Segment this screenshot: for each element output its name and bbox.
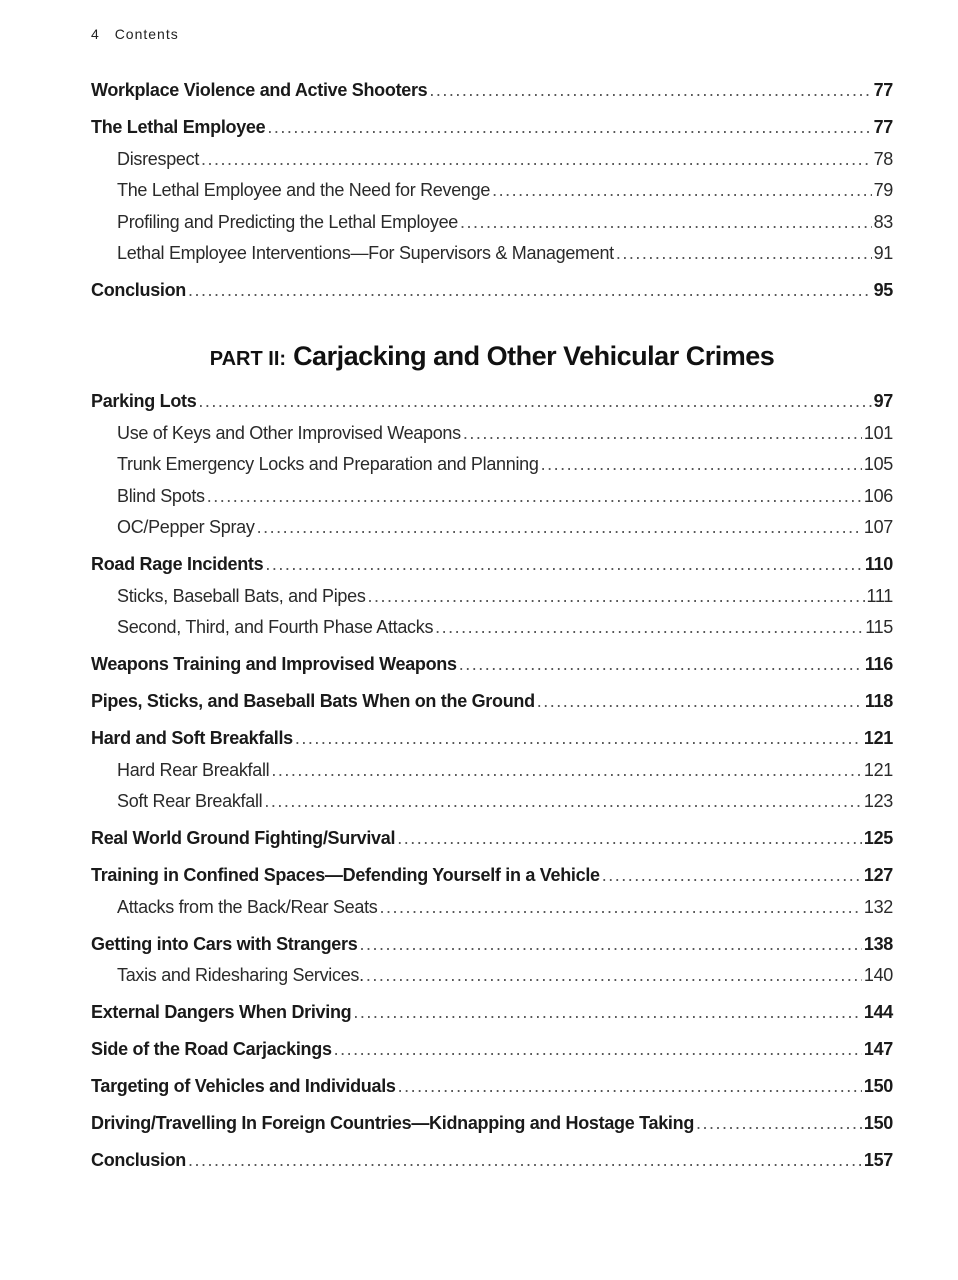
toc-sub-entry: [91, 449, 893, 481]
dot-leader: [264, 786, 861, 818]
toc-entry-page: 118: [864, 691, 893, 711]
toc-entry-title: Training in Confined Spaces—Defending Yourself in a Vehicle: [91, 865, 600, 885]
toc-entry-title: Disrespect: [117, 148, 200, 169]
toc-entry-title: Use of Keys and Other Improvised Weapons: [117, 422, 461, 443]
toc-entry-title: Conclusion: [91, 1150, 186, 1170]
toc-entry-page: 121: [863, 759, 893, 780]
toc-entry-page: 95: [873, 280, 893, 300]
toc-list-part2: [91, 386, 893, 1177]
toc-entry-page: 106: [863, 485, 893, 506]
toc-entry-title: Second, Third, and Fourth Phase Attacks: [117, 617, 434, 637]
toc-entry-page: 150: [863, 1076, 893, 1096]
toc-main-entry: [91, 386, 893, 418]
toc-sub-entry: [91, 207, 893, 239]
part-label: PART II:: [209, 348, 287, 370]
toc-entry-page: 125: [863, 828, 893, 848]
toc-entry-page: 127: [863, 865, 893, 885]
toc-sub-entry: [91, 892, 893, 924]
dot-leader: [366, 960, 862, 992]
toc-entry-page: 157: [863, 1150, 893, 1170]
toc-main-entry: [91, 649, 893, 681]
dot-leader: [359, 929, 861, 961]
dot-leader: [397, 823, 862, 855]
toc-main-entry: [91, 686, 893, 718]
toc-entry-title: Trunk Emergency Locks and Preparation and Planning: [117, 454, 539, 474]
toc-entry-page: 121: [863, 728, 893, 748]
toc-entry-title: Parking Lots: [91, 391, 197, 411]
toc-entry-title: Lethal Employee Interventions—For Supervisors & Management: [117, 243, 614, 263]
toc-entry-page: 150: [863, 1113, 893, 1133]
dot-leader: [201, 144, 872, 176]
toc-entry-page: 105: [863, 454, 893, 474]
toc-main-entry: [91, 275, 893, 307]
toc-entry-page: 101: [863, 422, 893, 443]
dot-leader: [460, 207, 872, 239]
toc-entry-page: 79: [873, 180, 893, 200]
toc-entry-page: 91: [873, 243, 893, 263]
toc-entry-page: 97: [873, 391, 893, 411]
toc-entry-page: 83: [873, 211, 893, 232]
dot-leader: [334, 1034, 862, 1066]
toc-entry-page: 78: [873, 148, 893, 169]
toc-main-entry: [91, 1071, 893, 1103]
toc-sub-entry: [91, 512, 893, 544]
page-number: 4: [91, 26, 100, 42]
toc-main-entry: [91, 112, 893, 144]
dot-leader: [492, 175, 872, 207]
toc-entry-page: 140: [863, 965, 893, 985]
dot-leader: [198, 386, 871, 418]
toc-entry-title: Driving/Travelling In Foreign Countries—Kidnapping and Hostage Taking: [91, 1113, 695, 1133]
toc-entry-title: Attacks from the Back/Rear Seats: [117, 896, 378, 917]
toc-sub-entry: [91, 418, 893, 450]
toc-entry-title: Hard and Soft Breakfalls: [91, 728, 293, 748]
toc-main-entry: [91, 929, 893, 961]
toc-entry-page: 132: [863, 896, 893, 917]
toc-main-entry: [91, 1108, 893, 1140]
dot-leader: [616, 238, 872, 270]
toc-entry-title: Road Rage Incidents: [91, 554, 264, 574]
toc-main-entry: [91, 549, 893, 581]
toc-entry-page: 107: [863, 517, 893, 537]
toc-entry-title: Hard Rear Breakfall: [117, 759, 270, 780]
toc-main-entry: [91, 75, 893, 107]
toc-entry-page: 77: [873, 80, 893, 100]
toc-main-entry: [91, 860, 893, 892]
toc-entry-title: Workplace Violence and Active Shooters: [91, 80, 428, 100]
toc-sub-entry: [91, 144, 893, 176]
dot-leader: [398, 1071, 862, 1103]
dot-leader: [459, 649, 863, 681]
dot-leader: [188, 275, 872, 307]
toc-entry-page: 115: [865, 617, 893, 637]
toc-main-entry: [91, 823, 893, 855]
running-head: [91, 26, 179, 42]
toc-sub-entry: [91, 481, 893, 513]
toc-entry-title: Targeting of Vehicles and Individuals: [91, 1076, 396, 1096]
dot-leader: [435, 612, 863, 644]
toc-entry-title: Weapons Training and Improvised Weapons: [91, 654, 457, 674]
toc-main-entry: [91, 723, 893, 755]
toc-list-top: [91, 75, 893, 307]
toc-entry-page: 111: [866, 585, 893, 606]
toc-entry-page: 116: [864, 654, 893, 674]
dot-leader: [353, 997, 861, 1029]
dot-leader: [541, 449, 862, 481]
toc-entry-title: The Lethal Employee and the Need for Revenge: [117, 180, 491, 200]
toc-entry-page: 77: [873, 117, 893, 137]
toc-entry-title: Sticks, Baseball Bats, and Pipes: [117, 585, 366, 606]
toc-entry-title: Soft Rear Breakfall: [117, 791, 263, 811]
toc-sub-entry: [91, 786, 893, 818]
toc-main-entry: [91, 1145, 893, 1177]
dot-leader: [271, 755, 861, 787]
toc-sub-entry: [91, 581, 893, 613]
toc-entry-title: Conclusion: [91, 280, 186, 300]
dot-leader: [257, 512, 862, 544]
toc-entry-title: Getting into Cars with Strangers: [91, 933, 358, 954]
toc-entry-page: 110: [864, 554, 893, 574]
toc-main-entry: [91, 997, 893, 1029]
toc-sub-entry: [91, 755, 893, 787]
toc-entry-title: Blind Spots: [117, 485, 205, 506]
toc-entry-title: External Dangers When Driving: [91, 1002, 352, 1022]
toc-entry-title: The Lethal Employee: [91, 117, 266, 137]
toc-entry-page: 144: [863, 1002, 893, 1022]
dot-leader: [188, 1145, 862, 1177]
toc-entry-title: Real World Ground Fighting/Survival: [91, 828, 396, 848]
toc-entry-title: Side of the Road Carjackings: [91, 1039, 332, 1059]
dot-leader: [429, 75, 871, 107]
toc-main-entry: [91, 1034, 893, 1066]
dot-leader: [267, 112, 871, 144]
section-label: Contents: [114, 26, 179, 42]
dot-leader: [602, 860, 862, 892]
toc-sub-entry: [91, 238, 893, 270]
dot-leader: [537, 686, 863, 718]
dot-leader: [207, 481, 862, 513]
toc-sub-entry: [91, 175, 893, 207]
dot-leader: [368, 581, 865, 613]
dot-leader: [295, 723, 862, 755]
part-heading: [91, 336, 893, 379]
toc-entry-page: 123: [863, 791, 893, 811]
toc-sub-entry: [91, 960, 893, 992]
toc-sub-entry: [91, 612, 893, 644]
dot-leader: [265, 549, 863, 581]
toc-entry-title: Profiling and Predicting the Lethal Employee: [117, 211, 459, 232]
dot-leader: [696, 1108, 862, 1140]
toc-entry-page: 138: [863, 933, 893, 954]
dot-leader: [463, 418, 862, 450]
toc-entry-page: 147: [863, 1039, 893, 1059]
toc-entry-title: OC/Pepper Spray: [117, 517, 255, 537]
toc-entry-title: Taxis and Ridesharing Services.: [117, 965, 364, 985]
part-title: Carjacking and Other Vehicular Crimes: [293, 341, 775, 371]
dot-leader: [380, 892, 862, 924]
toc-entry-title: Pipes, Sticks, and Baseball Bats When on the Ground: [91, 691, 535, 711]
